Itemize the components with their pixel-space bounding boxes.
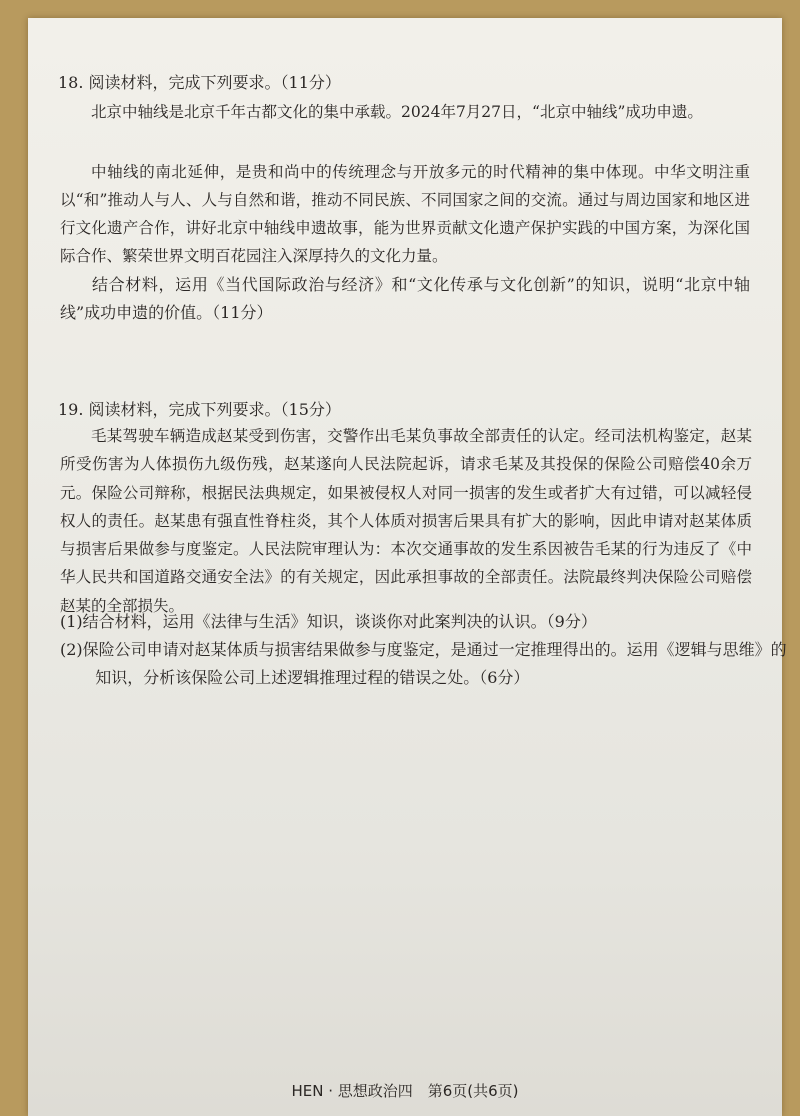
question-19-title: 19. 阅读材料，完成下列要求。（15分） [58, 400, 341, 419]
page-footer: HEN · 思想政治四 第6页(共6页) [291, 1082, 519, 1100]
question-18-requirement: 结合材料，运用《当代国际政治与经济》和“文化传承与文化创新”的知识，说明“北京中轴线”成功申遗的价值。（11分） [60, 275, 750, 322]
question-19-sub-1: (1)结合材料，运用《法律与生活》知识，谈谈你对此案判决的认识。（9分） [60, 612, 597, 631]
question-18-title: 18. 阅读材料，完成下列要求。（11分） [58, 73, 341, 92]
exam-page [28, 18, 787, 1116]
question-18-material-2: 中轴线的南北延伸，是贵和尚中的传统理念与开放多元的时代精神的集中体现。中华文明注重以“和”推动人与人、人与自然和谐，推动不同民族、不同国家之间的交流。通过与周边国家和地区进行文化遗产合作，讲好北京中轴线申遗故事，能为世界贡献文化遗产保护实践的中国方案，为深化国际合作、繁荣世界文明百花园注入深厚持久的文化力量。 [60, 163, 750, 265]
question-19-sub-2: (2)保险公司申请对赵某体质与损害结果做参与度鉴定，是通过一定推理得出的。运用《逻辑与思维》的知识，分析该保险公司上述逻辑推理过程的错误之处。（6分） [60, 640, 787, 687]
question-19-material: 毛某驾驶车辆造成赵某受到伤害，交警作出毛某负事故全部责任的认定。经司法机构鉴定，赵某所受伤害为人体损伤九级伤残，赵某遂向人民法院起诉，请求毛某及其投保的保险公司赔偿40余万元。保险公司辩称，根据民法典规定，如果被侵权人对同一损害的发生或者扩大有过错，可以减轻侵权人的责任。赵某患有强直性脊柱炎，其个人体质对损害后果具有扩大的影响，因此申请对赵某体质与损害后果做参与度鉴定。人民法院审理认为：本次交通事故的发生系因被告毛某的行为违反了《中华人民共和国道路交通安全法》的有关规定，因此承担事故的全部责任。法院最终判决保险公司赔偿赵某的全部损失。 [60, 427, 752, 615]
question-18-material-1: 北京中轴线是北京千年古都文化的集中承载。2024年7月27日，“北京中轴线”成功申遗。 [91, 103, 703, 121]
